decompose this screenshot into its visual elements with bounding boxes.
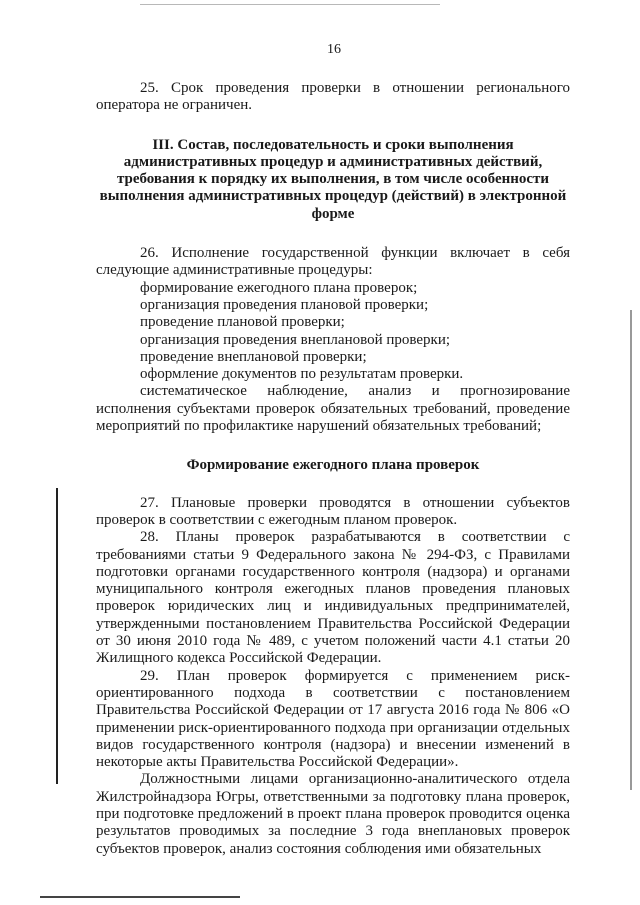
paragraph-26: 26. Исполнение государственной функции включает в себя следующие административные процедуры: [96, 245, 570, 279]
paragraph-27: 27. Плановые проверки проводятся в отношении субъектов проверок в соответствии с ежегодным планом проверок. [96, 494, 570, 528]
procedure-item: организация проведения плановой проверки; [140, 296, 429, 313]
section-heading: III. Состав, последовательность и сроки выполнения административных процедур и административных действий, требования к порядку их выполнения, в том числе особенности выполнения административных процедур (действий) в электронной форме [99, 136, 567, 222]
scan-artifact-bottom [40, 896, 240, 898]
document-body [96, 80, 570, 858]
paragraph-30: Должностными лицами организационно-аналитического отдела Жилстройнадзора Югры, ответственными за подготовку плана проверок, при подготовке предложений в проект плана проверок проводится оценка результатов проводимых за последние 3 года внеплановых проверок субъектов проверок, анализ состояния соблюдения ими обязательных [96, 771, 570, 857]
subsection-heading: Формирование ежегодного плана проверок [186, 457, 480, 474]
procedure-item: проведение внеплановой проверки; [140, 348, 367, 365]
scan-margin-mark-right [630, 310, 632, 790]
procedure-item: организация проведения внеплановой проверки; [140, 331, 451, 348]
systematic-item: систематическое наблюдение, анализ и прогнозирование исполнения субъектами проверок обязательных требований, проведение мероприятий по профилактике нарушений обязательных требований; [96, 383, 570, 435]
procedure-item: оформление документов по результатам проверки. [140, 366, 464, 383]
paragraph-25: 25. Срок проведения проверки в отношении регионального оператора не ограничен. [96, 80, 570, 114]
procedure-item: проведение плановой проверки; [140, 314, 345, 331]
scan-artifact-top [140, 4, 440, 5]
scan-margin-mark [56, 488, 58, 784]
procedure-item: формирование ежегодного плана проверок; [140, 279, 418, 296]
page-number: 16 [327, 42, 341, 57]
paragraph-28: 28. Планы проверок разрабатываются в соответствии с требованиями статьи 9 Федерального закона № 294-ФЗ, с Правилами подготовки органами государственного контроля (надзора) и органами муниципального контроля ежегодных планов проведения плановых проверок юридических лиц и индивидуальных предпринимателей, утвержденными постановлением Правительства Российской Федерации от 30 июня 2010 года № 489, с учетом положений части 4.1 статьи 20 Жилищного кодекса Российской Федерации. [96, 529, 570, 667]
paragraph-29: 29. План проверок формируется с применением риск-ориентированного подхода в соответствии с постановлением Правительства Российской Федерации от 17 августа 2016 года № 806 «О применении риск-ориентированного подхода при организации отдельных видов государственного контроля (надзора) и внесении изменений в некоторые акты Правительства Российской Федерации». [96, 667, 570, 771]
